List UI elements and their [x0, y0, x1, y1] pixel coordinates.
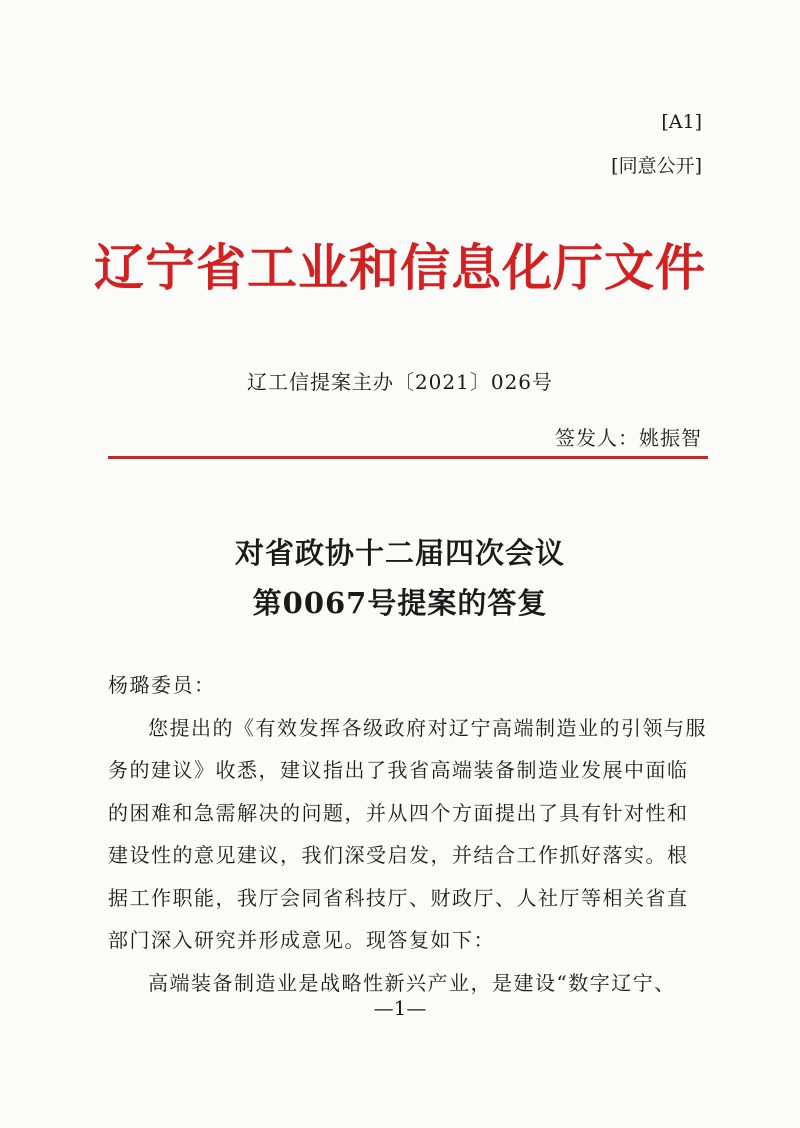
document-title [0, 528, 800, 628]
salutation: 杨璐委员： [108, 673, 216, 697]
disclosure-marker: [同意公开] [611, 155, 702, 177]
classification-marker: [A1] [661, 111, 702, 133]
signer-line: 签发人：姚振智 [555, 426, 702, 450]
body-paragraph-2: 高端装备制造业是战略性新兴产业，是建设“数字辽宁、 [148, 970, 676, 995]
title-line-2: 第0067号提案的答复 [252, 586, 548, 620]
issuer-title: 辽宁省工业和信息化厅文件 [94, 238, 706, 297]
title-line-1: 对省政协十二届四次会议 [234, 536, 565, 570]
document-number: 辽工信提案主办〔2021〕026号 [246, 370, 554, 394]
header-markers [611, 100, 702, 188]
document-body [108, 664, 708, 1004]
page-number: —1— [373, 996, 427, 1020]
red-divider [108, 456, 708, 459]
body-paragraph-1: 您提出的《有效发挥各级政府对辽宁高端制造业的引领与服务的建议》收悉，建议指出了我省高端装备制造业发展中面临的困难和急需解决的问题，并从四个方面提出了具有针对性和建设性的意见建议，我们深受启发，并结合工作抓好落实。根据工作职能，我厅会同省科技厅、财政厅、人社厅等相关省直部门深入研究并形成意见。现答复如下： [108, 715, 707, 952]
